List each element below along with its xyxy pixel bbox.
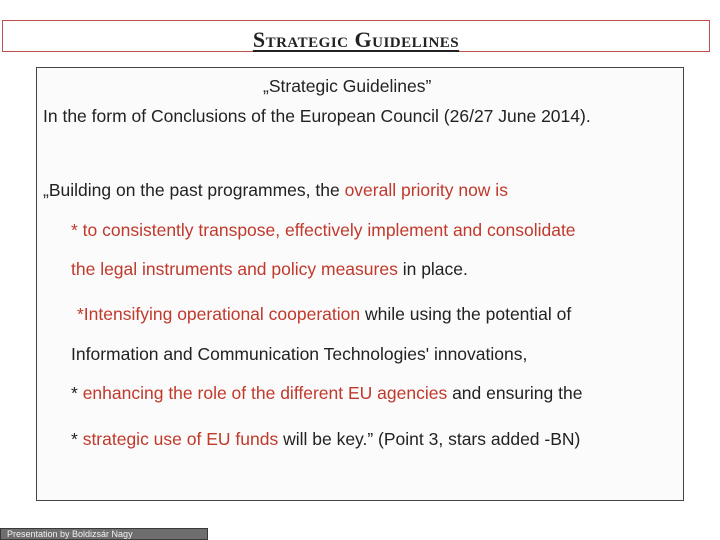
bullet-4-rest: will be key.” (Point 3, stars added -BN) [278, 429, 581, 449]
bullet-3-star: * [71, 383, 83, 403]
bullet-2-rest: while using the potential of [360, 304, 572, 324]
bullet-4-star: * [71, 429, 83, 449]
title-bar [2, 20, 710, 52]
slide-title: Strategic Guidelines [252, 27, 460, 52]
intro-text: In the form of Conclusions of the European Council (26/27 June 2014). [43, 106, 591, 126]
presenter-footer: Presentation by Boldizsár Nagy [0, 528, 208, 540]
bullet-2-line-2: Information and Communication Technologies' innovations, [71, 344, 528, 364]
in-place-text: in place. [397, 259, 468, 279]
quote-start-text: „Building on the past programmes, the [43, 180, 345, 200]
subtitle: „Strategic Guidelines” [263, 76, 432, 96]
eu-funds-text: strategic use of EU funds [82, 429, 279, 449]
bullet-1-line-2 [71, 259, 468, 280]
operational-cooperation-text: *Intensifying operational cooperation [77, 304, 361, 324]
legal-instruments-text: the legal instruments and policy measures [71, 259, 398, 279]
content-box [36, 67, 684, 501]
quote-start [43, 180, 508, 201]
overall-priority-text: overall priority now is [344, 180, 508, 200]
bullet-2-line-1 [77, 304, 571, 325]
eu-agencies-text: enhancing the role of the different EU agencies [82, 383, 448, 403]
bullet-3-rest: and ensuring the [447, 383, 583, 403]
bullet-1-line-1: * to consistently transpose, effectively implement and consolidate [71, 220, 576, 240]
bullet-3 [71, 383, 582, 404]
bullet-4 [71, 429, 580, 450]
